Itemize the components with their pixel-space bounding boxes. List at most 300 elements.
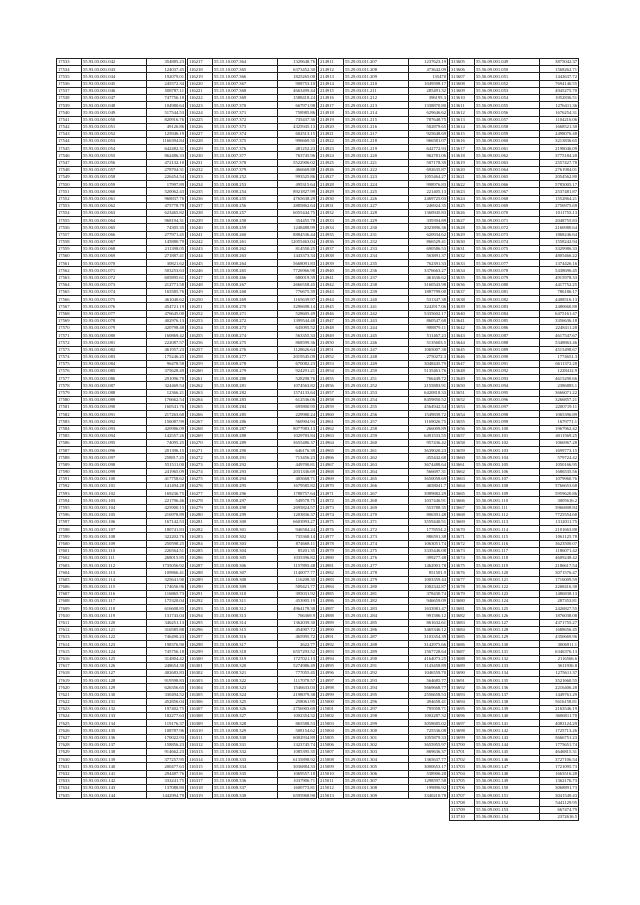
row-id-cell: 17594 [57,497,82,504]
table-row [450,209,579,216]
row-id-cell: 214965 [319,447,344,454]
table-row [450,231,579,238]
row-id-cell: 214991 [319,634,344,641]
code-cell: 55.93.03.001.085 [82,368,147,375]
row-id-cell: 313627 [450,217,475,224]
amount-cell: 5441129.95 [540,799,579,806]
table-row [450,734,579,741]
table-row [57,245,186,252]
amount-cell: 1721095.73 [540,763,579,770]
table-row [319,497,448,504]
amount-cell: 5274986.49 [278,662,317,669]
row-id-cell: 116227 [188,130,213,137]
table-row [450,691,579,698]
table-row [450,382,579,389]
amount-cell: 763745.96 [278,152,317,159]
amount-cell: 735368.14 [278,533,317,540]
table-row [188,375,317,382]
row-id-cell: 17534 [57,66,82,73]
code-cell: 55.29.03.011.304 [344,756,409,763]
code-cell: 55.15.10.008.303 [213,540,278,547]
table-row [450,569,579,576]
row-id-cell: 215002 [319,713,344,720]
row-id-cell: 214939 [319,260,344,267]
table-row [319,130,448,137]
table-row [57,677,186,684]
table-row [319,447,448,454]
table-row [319,677,448,684]
row-id-cell: 116266 [188,411,213,418]
row-id-cell: 214973 [319,504,344,511]
table-row [319,202,448,209]
table-row [57,519,186,526]
row-id-cell: 214988 [319,612,344,619]
code-cell: 55.29.03.011.285 [344,619,409,626]
amount-cell: 4615290.66 [540,375,579,382]
code-cell: 55.93.03.001.137 [82,741,147,748]
code-cell: 55.15.10.008.304 [213,547,278,554]
table-row [450,511,579,518]
row-id-cell: 116248 [188,281,213,288]
amount-cell: 1374426.16 [540,260,579,267]
table-row [450,130,579,137]
table-row [188,483,317,490]
amount-cell: 1449761.29 [540,691,579,698]
row-id-cell: 17599 [57,533,82,540]
code-cell: 55.29.03.011.277 [344,562,409,569]
table-row [57,784,186,791]
amount-cell: 5669668.77 [409,684,448,691]
amount-cell: 1002354.32 [278,713,317,720]
code-cell: 55.56.09.001.095 [475,389,540,396]
row-id-cell: 214996 [319,669,344,676]
row-id-cell: 116234 [188,181,213,188]
table-row [57,713,186,720]
table-row [188,116,317,123]
table-row [450,116,579,123]
amount-cell: 957436.42 [409,439,448,446]
table-row [450,188,579,195]
amount-cell: 2116566.6 [540,655,579,662]
amount-cell: 141494.28 [147,483,186,490]
code-cell: 55.56.09.001.064 [475,166,540,173]
amount-cell: 131743.04 [147,612,186,619]
code-cell: 55.29.03.011.209 [344,73,409,80]
row-id-cell: 215008 [319,756,344,763]
code-cell: 55.56.09.001.077 [475,260,540,267]
code-cell: 55.93.03.001.088 [82,389,147,396]
code-cell: 55.15.10.008.317 [213,641,278,648]
code-cell: 55.15.10.007.364 [213,59,278,66]
amount-cell: 1065396.89 [540,411,579,418]
table-row [319,260,448,267]
table-row [57,188,186,195]
amount-cell: 124037.45 [147,66,186,73]
table-row [450,799,579,806]
row-id-cell: 17606 [57,583,82,590]
table-row [450,324,579,331]
row-id-cell: 17549 [57,174,82,181]
amount-cell: 2163546.19 [540,705,579,712]
amount-cell: 1117078.57 [278,677,317,684]
table-row [188,576,317,583]
amount-cell: 860547.68 [409,317,448,324]
amount-cell: 566697.31 [409,468,448,475]
table-row [57,66,186,73]
row-id-cell: 313649 [450,375,475,382]
code-cell: 55.93.03.001.109 [82,540,147,547]
table-row [450,662,579,669]
table-row [319,389,448,396]
row-id-cell: 214925 [319,159,344,166]
row-id-cell: 17568 [57,310,82,317]
data-table [449,58,579,821]
row-id-cell: 214913 [319,73,344,80]
row-id-cell: 313690 [450,669,475,676]
amount-cell: 680019.39 [278,274,317,281]
code-cell: 55.15.10.008.324 [213,691,278,698]
amount-cell: 1360945.83 [409,209,448,216]
amount-cell: 1276411.36 [540,102,579,109]
table-row [450,396,579,403]
code-cell: 55.15.10.008.297 [213,497,278,504]
row-id-cell: 215003 [319,720,344,727]
amount-cell: 285491.32 [409,87,448,94]
amount-cell: 174656.96 [147,583,186,590]
table-row [188,317,317,324]
amount-cell: 735437.36 [278,116,317,123]
table-row [57,662,186,669]
amount-cell: 314804.42 [147,655,186,662]
amount-cell: 3242917.06 [409,303,448,310]
code-cell: 55.29.03.011.265 [344,475,409,482]
code-cell: 55.15.10.008.269 [213,296,278,303]
amount-cell: 49126.86 [147,123,186,130]
code-cell: 55.56.09.001.150 [475,784,540,791]
row-id-cell: 214961 [319,418,344,425]
amount-cell: 6475161.47 [540,310,579,317]
code-cell: 55.15.10.008.321 [213,669,278,676]
code-cell: 55.93.03.001.098 [82,461,147,468]
amount-cell: 866529.41 [409,238,448,245]
row-id-cell: 214997 [319,677,344,684]
row-id-cell: 313636 [450,281,475,288]
table-row [57,181,186,188]
row-id-cell: 17553 [57,202,82,209]
table-row [319,612,448,619]
table-row [450,669,579,676]
amount-cell: 322202.76 [147,533,186,540]
amount-cell: 96478.58 [147,360,186,367]
row-id-cell: 214918 [319,109,344,116]
row-id-cell: 17565 [57,289,82,296]
table-row [57,360,186,367]
amount-cell: 377257.95 [147,756,186,763]
amount-cell: 354885.23 [147,59,186,66]
row-id-cell: 17548 [57,166,82,173]
row-id-cell: 116220 [188,80,213,87]
table-row [57,583,186,590]
table-row [319,634,448,641]
amount-cell: 996669.35 [278,138,317,145]
amount-cell: 12366.21 [147,389,186,396]
row-id-cell: 17597 [57,519,82,526]
code-cell: 55.56.09.001.121 [475,576,540,583]
code-cell: 55.29.03.011.309 [344,792,409,799]
amount-cell: 602513.15 [278,130,317,137]
row-id-cell: 313624 [450,195,475,202]
code-cell: 55.93.03.001.068 [82,245,147,252]
code-cell: 55.56.09.001.144 [475,741,540,748]
table-row [57,109,186,116]
table-row [57,274,186,281]
amount-cell: 1186071.42 [540,547,579,554]
table-row [450,533,579,540]
row-id-cell: 214912 [319,66,344,73]
code-cell: 55.93.03.001.121 [82,626,147,633]
table-row [450,605,579,612]
table-row [188,669,317,676]
code-cell: 55.15.10.008.320 [213,662,278,669]
table-row [450,519,579,526]
code-cell: 55.93.03.001.064 [82,217,147,224]
table-row [188,181,317,188]
row-id-cell: 116263 [188,389,213,396]
code-cell: 55.93.03.001.080 [82,332,147,339]
amount-cell: 7726966.98 [278,267,317,274]
amount-cell: 745756.18 [147,648,186,655]
row-id-cell: 214963 [319,432,344,439]
table-row [57,763,186,770]
amount-cell: 405668.71 [278,475,317,482]
row-id-cell: 116312 [188,741,213,748]
amount-cell: 5668091.83 [278,260,317,267]
table-row [188,583,317,590]
code-cell: 55.56.09.001.102 [475,439,540,446]
amount-cell: 278704.31 [147,166,186,173]
amount-cell: 4663499.44 [278,87,317,94]
row-id-cell: 17555 [57,217,82,224]
row-id-cell: 313684 [450,626,475,633]
row-id-cell: 17591 [57,475,82,482]
row-id-cell: 214930 [319,195,344,202]
table-row [450,411,579,418]
amount-cell: 908753.10 [278,80,317,87]
code-cell: 55.29.03.011.208 [344,66,409,73]
amount-cell: 1486838.13 [540,590,579,597]
amount-cell: 1203836.37 [278,511,317,518]
table-row [57,116,186,123]
amount-cell: 116865.73 [147,590,186,597]
row-id-cell: 313709 [450,806,475,813]
code-cell: 55.93.03.001.045 [82,80,147,87]
amount-cell: 4083124.29 [540,720,579,727]
code-cell: 55.93.03.001.077 [82,310,147,317]
amount-cell: 1588418.24 [278,94,317,101]
row-id-cell: 17586 [57,439,82,446]
code-cell: 55.93.03.001.123 [82,641,147,648]
row-id-cell: 214922 [319,138,344,145]
code-cell: 55.29.03.011.291 [344,662,409,669]
amount-cell: 473642.09 [409,66,448,73]
amount-cell: 271887.41 [147,253,186,260]
code-cell: 55.29.03.011.292 [344,669,409,676]
row-id-cell: 313683 [450,619,475,626]
amount-cell: 1069557.18 [278,770,317,777]
row-id-cell: 116319 [188,792,213,799]
row-id-cell: 116298 [188,641,213,648]
row-id-cell: 313617 [450,145,475,152]
table-row [188,130,317,137]
row-id-cell: 116225 [188,116,213,123]
code-cell: 55.29.03.011.295 [344,691,409,698]
row-id-cell: 116296 [188,626,213,633]
table-row [319,195,448,202]
table-row [319,641,448,648]
code-cell: 55.93.03.001.056 [82,159,147,166]
amount-cell: 104980.64 [147,102,186,109]
table-row [188,777,317,784]
code-cell: 55.15.10.007.378 [213,159,278,166]
amount-cell: 8459850.52 [409,396,448,403]
amount-cell: 695800.95 [278,404,317,411]
table-row [319,784,448,791]
code-cell: 55.15.10.008.306 [213,562,278,569]
table-row [57,339,186,346]
row-id-cell: 17611 [57,619,82,626]
amount-cell: 1320648.76 [278,59,317,66]
table-row [188,648,317,655]
table-row [57,317,186,324]
table-row [450,784,579,791]
row-id-cell: 17620 [57,684,82,691]
amount-cell: 1052836.51 [540,94,579,101]
code-cell: 55.29.03.011.243 [344,317,409,324]
row-id-cell: 214936 [319,238,344,245]
code-cell: 55.56.09.001.081 [475,289,540,296]
table-row [57,461,186,468]
table-row [188,382,317,389]
table-row [450,756,579,763]
table-row [188,123,317,130]
row-id-cell: 17609 [57,605,82,612]
table-row [188,677,317,684]
row-id-cell: 116315 [188,763,213,770]
code-cell: 55.93.03.001.083 [82,353,147,360]
row-id-cell: 116306 [188,698,213,705]
row-id-cell: 214980 [319,554,344,561]
row-id-cell: 313705 [450,777,475,784]
amount-cell: 246924.35 [409,202,448,209]
amount-cell: 2101663.88 [540,526,579,533]
code-cell: 55.15.10.008.268 [213,289,278,296]
table-row [450,425,579,432]
code-cell: 55.56.09.001.152 [475,799,540,806]
code-cell: 55.93.03.001.096 [82,447,147,454]
amount-cell: 914662.23 [147,749,186,756]
table-row [319,59,448,66]
code-cell: 55.93.03.001.090 [82,404,147,411]
amount-cell: 258817.25 [147,454,186,461]
table-row [319,289,448,296]
amount-cell: 2166980.64 [540,224,579,231]
table-row [450,238,579,245]
table-row [188,734,317,741]
table-row [188,217,317,224]
code-cell: 55.56.09.001.098 [475,411,540,418]
row-id-cell: 214962 [319,425,344,432]
amount-cell: 6420818.33 [409,389,448,396]
code-cell: 55.93.03.001.125 [82,655,147,662]
code-cell: 55.56.09.001.117 [475,547,540,554]
table-row [450,461,579,468]
amount-cell: 6557293.52 [278,648,317,655]
row-id-cell: 17635 [57,792,82,799]
code-cell: 55.93.03.001.114 [82,576,147,583]
code-cell: 55.93.03.001.134 [82,720,147,727]
row-id-cell: 116256 [188,339,213,346]
row-id-cell: 116273 [188,461,213,468]
code-cell: 55.56.09.001.110 [475,497,540,504]
row-id-cell: 313693 [450,691,475,698]
row-id-cell: 116290 [188,583,213,590]
row-id-cell: 116257 [188,346,213,353]
code-cell: 55.56.09.001.131 [475,648,540,655]
table-row [450,260,579,267]
amount-cell: 2031336.69 [278,468,317,475]
row-id-cell: 17584 [57,425,82,432]
amount-cell: 1735056.92 [147,562,186,569]
table-row [319,396,448,403]
row-id-cell: 214985 [319,590,344,597]
code-cell: 55.56.09.001.127 [475,619,540,626]
code-cell: 55.29.03.011.231 [344,231,409,238]
amount-cell: 248654.30 [147,662,186,669]
code-cell: 55.15.10.008.280 [213,375,278,382]
amount-cell: 2048755.83 [540,217,579,224]
amount-cell: 420798.48 [147,324,186,331]
amount-cell: 198376.90 [147,641,186,648]
code-cell: 55.15.10.008.277 [213,353,278,360]
code-cell: 55.56.09.001.134 [475,669,540,676]
amount-cell: 3521660.55 [540,677,579,684]
amount-cell: 197402.75 [147,705,186,712]
row-id-cell: 17596 [57,511,82,518]
row-id-cell: 215000 [319,698,344,705]
amount-cell: 169236.75 [147,490,186,497]
row-id-cell: 17543 [57,130,82,137]
row-id-cell: 17589 [57,461,82,468]
amount-cell: 1546633.03 [278,684,317,691]
amount-cell: 692635.87 [409,166,448,173]
table-row [188,713,317,720]
code-cell: 55.15.10.008.276 [213,346,278,353]
row-id-cell: 214952 [319,353,344,360]
data-sheet [56,58,580,821]
amount-cell: 531347.38 [409,296,448,303]
table-row [57,368,186,375]
code-cell: 55.93.03.001.087 [82,382,147,389]
code-cell: 55.29.03.011.214 [344,109,409,116]
table-row [188,684,317,691]
row-id-cell: 215007 [319,749,344,756]
code-cell: 55.15.10.007.374 [213,130,278,137]
code-cell: 55.93.03.001.101 [82,483,147,490]
code-cell: 55.29.03.011.223 [344,174,409,181]
code-cell: 55.56.09.001.140 [475,713,540,720]
code-cell: 55.15.10.008.313 [213,612,278,619]
amount-cell: 201396.15 [147,447,186,454]
